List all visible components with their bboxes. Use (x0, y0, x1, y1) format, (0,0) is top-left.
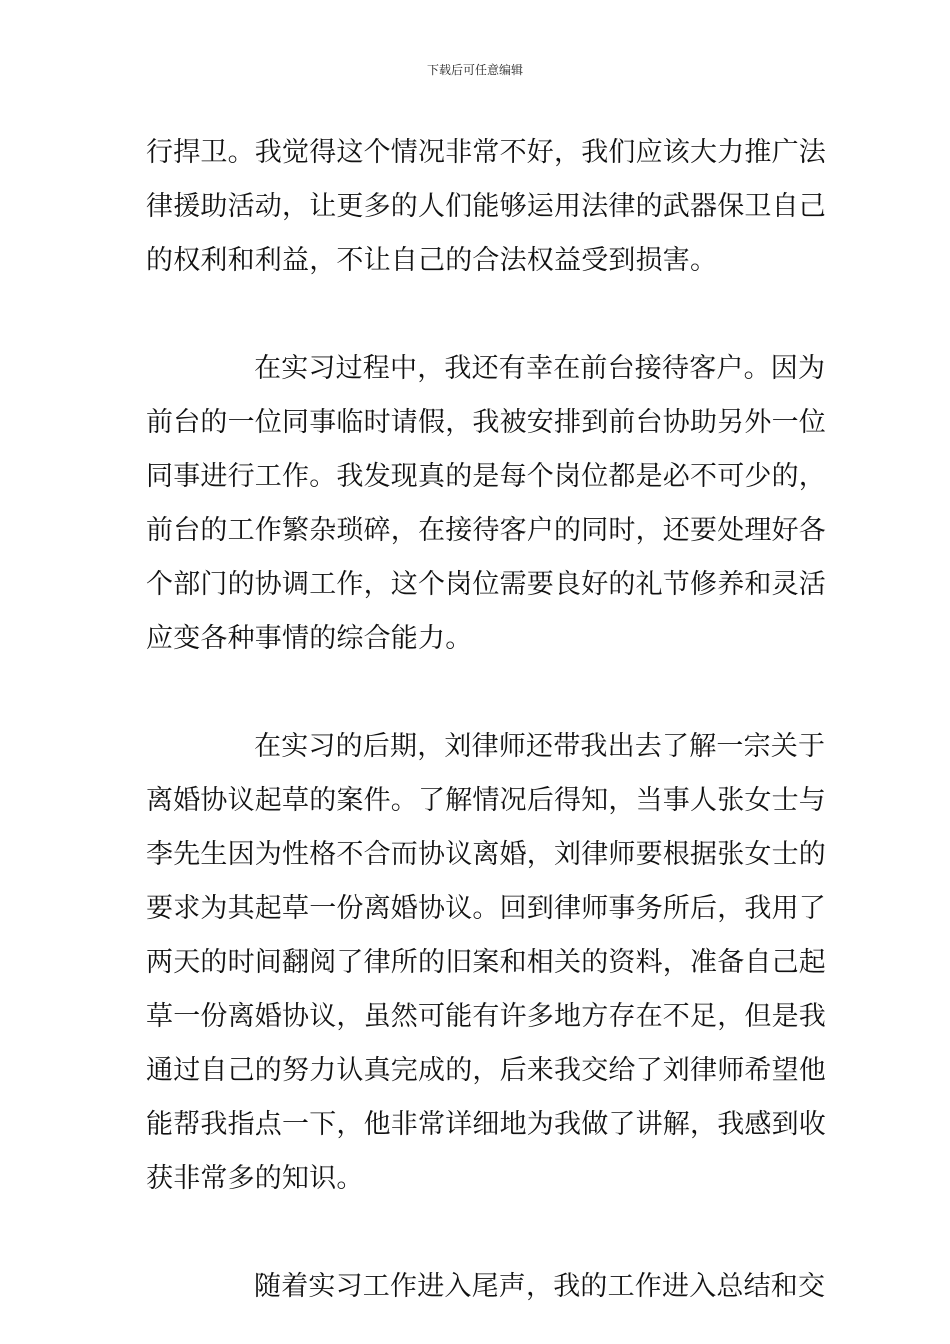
text-line: 在实习过程中，我还有幸在前台接待客户。因为 (254, 353, 826, 384)
text-line: 的权利和利益，不让自己的合法权益受到损害。 (146, 245, 718, 276)
text-line: 获非常多的知识。 (146, 1163, 364, 1194)
text-line: 前台的工作繁杂琐碎，在接待客户的同时，还要处理好各 (146, 515, 826, 546)
text-line: 律援助活动，让更多的人们能够运用法律的武器保卫自己 (146, 191, 826, 222)
paragraph-gap (146, 1206, 810, 1260)
text-line: 李先生因为性格不合而协议离婚，刘律师要根据张女士的 (146, 839, 826, 870)
paragraph-3 (146, 720, 826, 1206)
text-line: 行捍卫。我觉得这个情况非常不好，我们应该大力推广法 (146, 137, 826, 168)
paragraph-2 (146, 342, 826, 666)
paragraph-gap (146, 288, 810, 342)
document-body (146, 126, 826, 1314)
text-line: 应变各种事情的综合能力。 (146, 623, 473, 654)
text-line: 随着实习工作进入尾声，我的工作进入总结和交 (254, 1271, 826, 1302)
text-line: 同事进行工作。我发现真的是每个岗位都是必不可少的， (146, 461, 826, 492)
text-line: 能帮我指点一下，他非常详细地为我做了讲解，我感到收 (146, 1109, 826, 1140)
paragraph-4 (146, 1260, 826, 1314)
page-header: 下载后可任意编辑 (426, 63, 523, 77)
text-line: 通过自己的努力认真完成的，后来我交给了刘律师希望他 (146, 1055, 826, 1086)
text-line: 离婚协议起草的案件。了解情况后得知，当事人张女士与 (146, 785, 826, 816)
paragraph-1 (146, 126, 826, 288)
text-line: 前台的一位同事临时请假，我被安排到前台协助另外一位 (146, 407, 826, 438)
paragraph-gap (146, 666, 810, 720)
text-line: 两天的时间翻阅了律所的旧案和相关的资料，准备自己起 (146, 947, 826, 978)
text-line: 个部门的协调工作，这个岗位需要良好的礼节修养和灵活 (146, 569, 826, 600)
text-line: 在实习的后期，刘律师还带我出去了解一宗关于 (254, 731, 826, 762)
text-line: 要求为其起草一份离婚协议。回到律师事务所后，我用了 (146, 893, 826, 924)
text-line: 草一份离婚协议，虽然可能有许多地方存在不足，但是我 (146, 1001, 826, 1032)
